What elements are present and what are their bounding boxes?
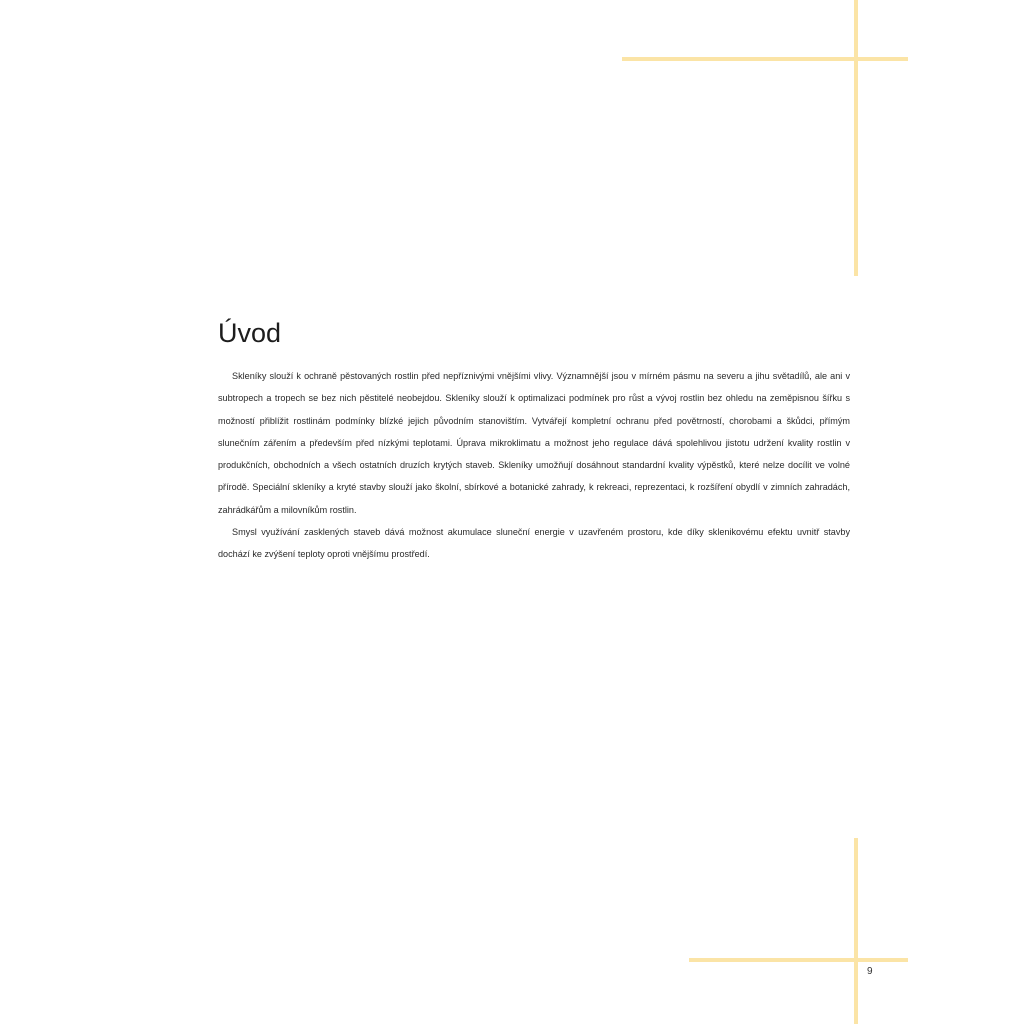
decorative-guide-line-vertical-top [854,0,858,276]
paragraph: Skleníky slouží k ochraně pěstovaných rostlin před nepříznivými vnějšími vlivy. Významnější jsou v mírném pásmu na severu a jihu světadílů, ale ani v subtropech a tropech se bez nich pěstitelé neobejdou. Skleníky slouží k optimalizaci podmínek pro růst a vývoj rostlin bez ohledu na zeměpisnou šířku s možností přiblížit rostlinám podmínky blízké jejich původním stanovištím. Vytvářejí kompletní ochranu před povětrností, chorobami a škůdci, přímým slunečním zářením a především před nízkými teplotami. Úprava mikroklimatu a možnost jeho regulace dává spolehlivou jistotu udržení kvality rostlin v produkčních, obchodních a všech ostatních druzích krytých staveb. Skleníky umožňují dosáhnout standardní kvality výpěstků, které nelze docílit ve volné přírodě. Speciální skleníky a kryté stavby slouží jako školní, sbírkové a botanické zahrady, k rekreaci, reprezentaci, k rozšíření obydlí v zimních zahradách, zahrádkářům a milovníkům rostlin. [218,371,850,515]
decorative-guide-line-horizontal-bottom [689,958,908,962]
page-title: Úvod [218,318,282,348]
decorative-guide-line-horizontal-top [622,57,908,61]
body-text [218,365,850,566]
decorative-guide-line-vertical-bottom [854,838,858,1024]
paragraph: Smysl využívání zasklených staveb dává možnost akumulace sluneční energie v uzavřeném prostoru, kde díky sklenikovému efektu uvnitř stavby dochází ke zvýšení teploty oproti vnějšímu prostředí. [218,527,850,560]
page-number: 9 [867,966,873,977]
